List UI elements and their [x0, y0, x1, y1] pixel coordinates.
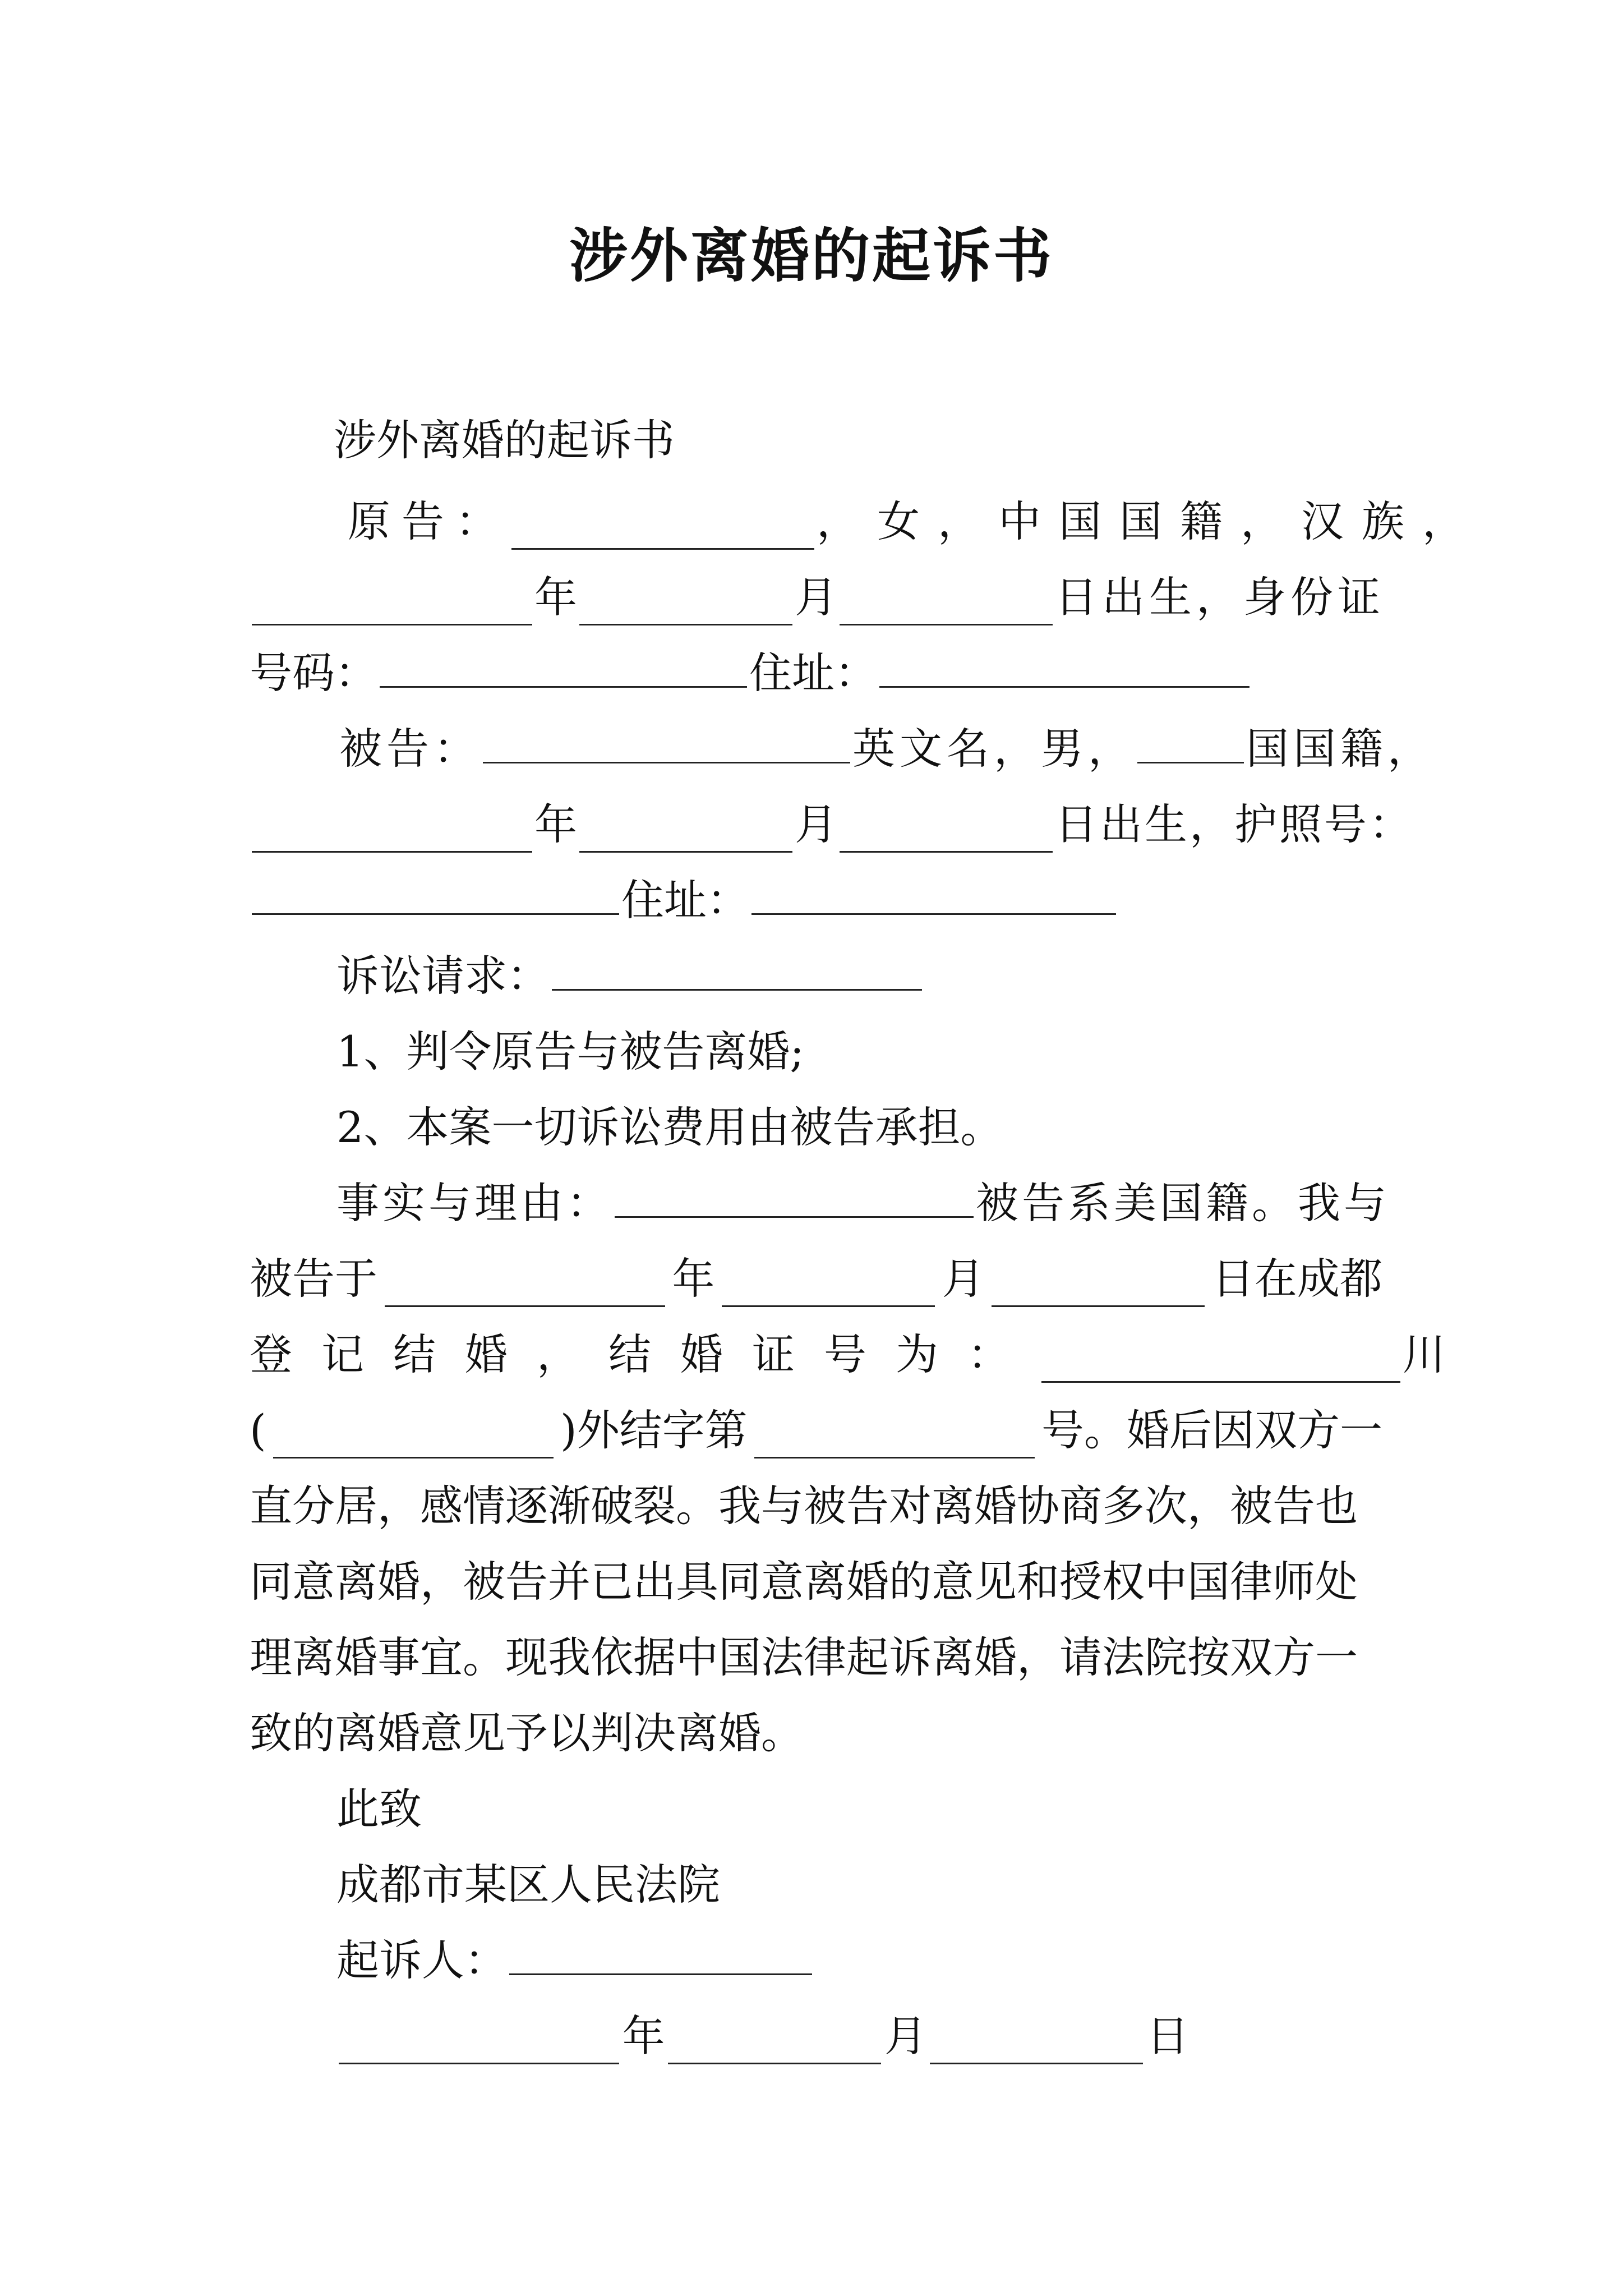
- date-month-blank: [668, 2023, 881, 2064]
- cert-label: 登记结婚，结婚证号为：: [250, 1329, 1039, 1379]
- year-label: 年: [534, 572, 577, 622]
- defendant-address-blank: [751, 874, 1116, 915]
- date-day-blank: [930, 2023, 1143, 2064]
- married-prefix: 被告于: [250, 1254, 377, 1304]
- signer-blank: [509, 1934, 812, 1975]
- year-label: 年: [672, 1254, 715, 1304]
- signer-line: [336, 1932, 1469, 1989]
- month-label: 月: [884, 2011, 927, 2061]
- facts-blank: [615, 1177, 974, 1218]
- birth-day-blank: [840, 585, 1053, 625]
- defendant-line-1: [339, 721, 1472, 777]
- document-title: 涉外离婚的起诉书: [569, 221, 1054, 290]
- num-suffix: 号。婚后因双方一: [1041, 1405, 1382, 1455]
- year-label: 年: [534, 799, 577, 849]
- defendant-day-blank: [840, 812, 1053, 853]
- closing-salute: 此致: [336, 1784, 422, 1834]
- defendant-name-blank: [483, 723, 850, 763]
- facts-line-1: [336, 1175, 1469, 1231]
- paren-open: (: [250, 1405, 266, 1455]
- passport-label: 日出生，护照号：: [1055, 799, 1414, 849]
- month-label: 月: [942, 1254, 985, 1304]
- married-suffix: 日在成都: [1211, 1254, 1382, 1304]
- date-line: [336, 2008, 1189, 2064]
- claims-label: 诉讼请求：: [336, 951, 550, 1001]
- birth-year-blank: [252, 585, 532, 625]
- plaintiff-gender: ，女，中国国籍，汉族，: [817, 496, 1483, 546]
- defendant-nationality: 国国籍，: [1246, 724, 1435, 774]
- birth-id-label: 日出生，身份证: [1055, 572, 1385, 622]
- facts-line-5: 直分居，感情逐渐破裂。我与被告对离婚协商多次，被告也: [250, 1481, 1358, 1531]
- defendant-month-blank: [579, 812, 792, 853]
- passport-blank: [252, 874, 619, 915]
- married-day-blank: [992, 1266, 1205, 1307]
- plaintiff-line-3: [250, 645, 1382, 701]
- plaintiff-line-2: [250, 569, 1385, 625]
- defendant-line-2: [250, 797, 1414, 853]
- subtitle: 涉外离婚的起诉书: [334, 415, 675, 465]
- married-year-blank: [385, 1266, 665, 1307]
- birth-month-blank: [579, 585, 792, 625]
- plaintiff-label: 原告：: [348, 496, 509, 546]
- facts-line-6: 同意离婚，被告并已出具同意离婚的意见和授权中国律师处: [250, 1557, 1358, 1607]
- defendant-en-name: 英文名，男，: [852, 724, 1135, 774]
- cert-code-blank: [273, 1418, 554, 1458]
- facts-line-2: [250, 1251, 1382, 1307]
- defendant-label: 被告：: [339, 724, 481, 774]
- id-label: 号码：: [250, 648, 377, 698]
- court-name: 成都市某区人民法院: [336, 1860, 720, 1910]
- cert-number-blank: [754, 1418, 1035, 1458]
- defendant-line-3: [250, 872, 1382, 928]
- defendant-year-blank: [252, 812, 532, 853]
- year-label: 年: [622, 2011, 665, 2061]
- month-label: 月: [795, 572, 837, 622]
- address-blank: [879, 647, 1249, 688]
- facts-nationality: 被告系美国籍。我与: [976, 1178, 1390, 1228]
- date-year-blank: [339, 2023, 619, 2064]
- signer-label: 起诉人：: [336, 1935, 507, 1985]
- facts-line-3: [250, 1327, 1445, 1383]
- address-label: 住址：: [621, 875, 749, 925]
- claims-line: [336, 948, 1469, 1004]
- claim-item-1: 1、判令原告与被告离婚;: [336, 1027, 804, 1076]
- married-month-blank: [722, 1266, 935, 1307]
- month-label: 月: [795, 799, 837, 849]
- plaintiff-line-1: [348, 494, 1483, 550]
- id-number-blank: [380, 647, 747, 688]
- sichuan-label: 川: [1403, 1329, 1445, 1379]
- claim-item-2: 2、本案一切诉讼费用由被告承担。: [336, 1102, 1003, 1152]
- claims-blank: [552, 950, 922, 991]
- cert-blank: [1041, 1342, 1400, 1383]
- facts-line-4: [250, 1402, 1382, 1458]
- address-label: 住址：: [749, 648, 877, 698]
- plaintiff-name-blank: [511, 509, 814, 550]
- paren-close: )外结字第: [560, 1405, 748, 1455]
- facts-line-8: 致的离婚意见予以判决离婚。: [250, 1708, 804, 1758]
- facts-label: 事实与理由：: [336, 1178, 612, 1228]
- day-label: 日: [1146, 2011, 1189, 2061]
- facts-line-7: 理离婚事宜。现我依据中国法律起诉离婚，请法院按双方一: [250, 1632, 1358, 1682]
- defendant-country-blank: [1137, 723, 1244, 763]
